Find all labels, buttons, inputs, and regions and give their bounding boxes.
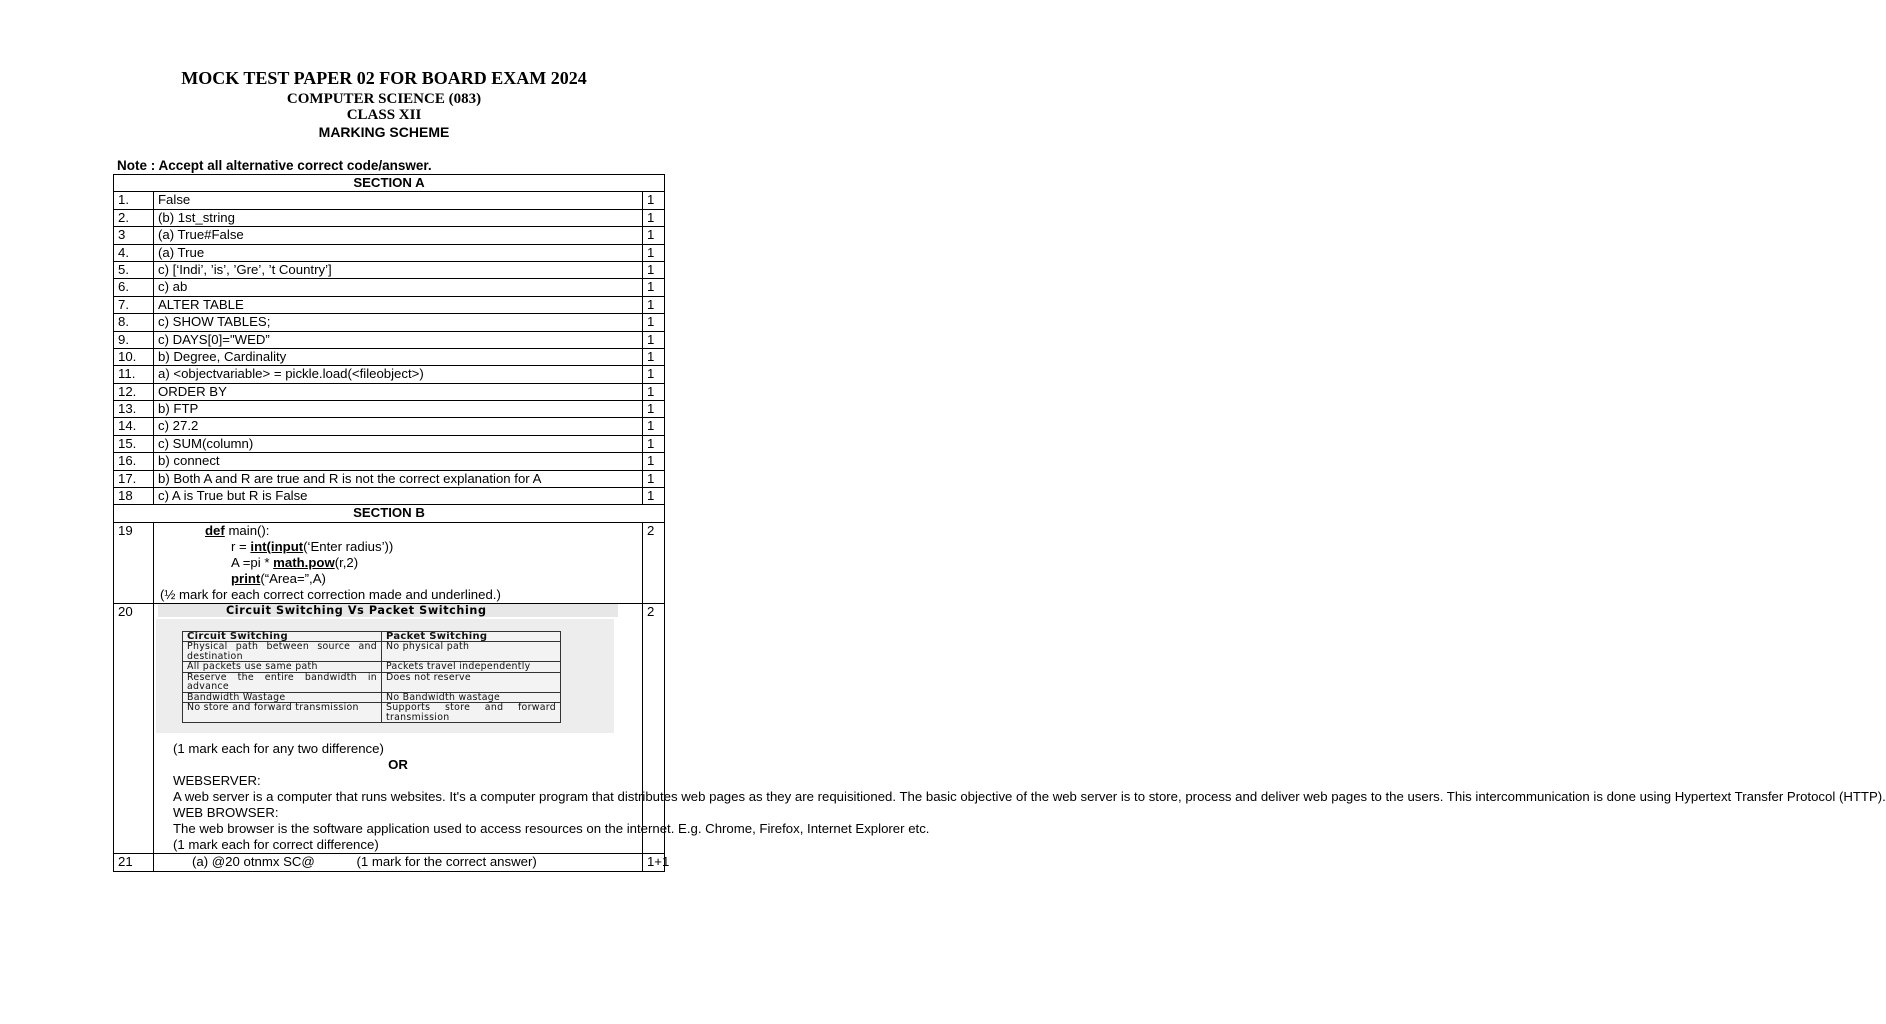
answer-text: (a) True#False [154,227,643,244]
marks: 1 [642,383,664,400]
marks: 1 [642,296,664,313]
answer-text: c) [‘Indi’, ’is’, ’Gre’, ’t Country’] [154,261,643,278]
question-number: 9. [114,331,154,348]
answer-text: c) SUM(column) [154,435,643,452]
question-number: 14. [114,418,154,435]
marks: 1 [642,261,664,278]
comparison-header: Circuit Switching [183,631,382,642]
comparison-header: Packet Switching [382,631,561,642]
comparison-cell: Packets travel independently [382,662,561,673]
answer-text: ORDER BY [154,383,643,400]
comparison-cell: Reserve the entire bandwidth in advance [183,672,382,692]
question-number: 21 [114,854,154,871]
code-line-1 [158,523,638,539]
question-number: 19 [114,522,154,603]
correction-print: print [231,570,261,586]
table-row [114,331,665,348]
answer-text: (a) True [154,244,643,261]
marks: 2 [642,603,664,854]
marks: 1 [642,418,664,435]
code-text: r = [231,538,251,554]
question-number: 17. [114,470,154,487]
comparison-row [183,703,561,723]
question-number: 12. [114,383,154,400]
table-row [114,401,665,418]
question-number: 5. [114,261,154,278]
answer-q21 [154,854,643,871]
comparison-cell: No store and forward transmission [183,703,382,723]
answer-text: b) connect [154,453,643,470]
comparison-cell: Bandwidth Wastage [183,692,382,703]
table-row [114,488,665,505]
table-row [114,261,665,278]
code-text: (‘Enter radius’)) [303,538,394,554]
section-b-header-row [114,505,665,522]
question-number: 20 [114,603,154,854]
code-text: (“Area=”,A) [260,570,326,586]
browser-definition: The web browser is the software application used to access resources on the internet. E.g. Chrome, Firefox, Internet Explorer etc. [173,821,930,837]
marks: 1 [642,314,664,331]
answer-text: b) Degree, Cardinality [154,348,643,365]
question-number: 1. [114,192,154,209]
class-title: CLASS XII [346,107,422,123]
comparison-cell: No Bandwidth wastage [382,692,561,703]
table-row [114,418,665,435]
question-number: 3 [114,227,154,244]
subject-title: COMPUTER SCIENCE (083) [286,91,482,107]
table-row [114,227,665,244]
answer-text: c) DAYS[0]="WED” [154,331,643,348]
answer-q19 [154,522,643,603]
table-row [114,209,665,226]
code-text: (r,2) [334,554,359,570]
table-row-q19 [114,522,665,603]
correction-def: def [205,522,225,538]
marks: 2 [642,522,664,603]
note-text: Note : Accept all alternative correct code/answer. [117,158,432,173]
marks: 1 [642,470,664,487]
marks: 1 [642,244,664,261]
mark-note: (½ mark for each correct correction made and underlined.) [160,586,501,602]
comparison-cell: All packets use same path [183,662,382,673]
question-number: 2. [114,209,154,226]
answer-text: (b) 1st_string [154,209,643,226]
browser-heading: WEB BROWSER: [173,805,279,821]
question-number: 11. [114,366,154,383]
comparison-row [183,692,561,703]
code-text: main(): [224,522,270,538]
answer-text: False [154,192,643,209]
marks: 1+1 [642,854,664,871]
marks: 1 [642,453,664,470]
table-row [114,383,665,400]
code-text: A =pi * [231,554,274,570]
table-row [114,470,665,487]
code-line-2 [158,539,638,555]
marking-scheme-table [113,174,1886,872]
section-a-label: SECTION A [114,175,665,192]
answer-text: ALTER TABLE [154,296,643,313]
table-row [114,366,665,383]
table-row [114,348,665,365]
correction-math-pow: math.pow [273,554,335,570]
comparison-cell: Physical path between source and destination [183,642,382,662]
difference-note: (1 mark each for correct difference) [173,837,379,853]
table-row-q20 [114,603,665,854]
table-row [114,244,665,261]
question-number: 7. [114,296,154,313]
section-b-label: SECTION B [114,505,665,522]
table-row [114,296,665,313]
comparison-cell: Supports store and forward transmission [382,703,561,723]
marks: 1 [642,488,664,505]
answer-text: c) 27.2 [154,418,643,435]
answer-mark-note: (1 mark for the correct answer) [356,854,537,870]
mark-note: (1 mark each for any two difference) [173,741,384,757]
answer-text: b) FTP [154,401,643,418]
question-number: 10. [114,348,154,365]
marks: 1 [642,227,664,244]
answer-text: c) SHOW TABLES; [154,314,643,331]
marks: 1 [642,348,664,365]
paper-title: MOCK TEST PAPER 02 FOR BOARD EXAM 2024 [181,68,587,88]
marks: 1 [642,331,664,348]
comparison-cell: Does not reserve [382,672,561,692]
comparison-image [158,604,638,742]
question-number: 8. [114,314,154,331]
answer-text: (a) @20 otnmx SC@ [192,854,315,870]
comparison-row [183,672,561,692]
comparison-cell: No physical path [382,642,561,662]
table-row-q21 [114,854,665,871]
question-number: 4. [114,244,154,261]
marks: 1 [642,279,664,296]
comparison-header-row [183,631,561,642]
answer-q20 [154,603,1886,854]
marks: 1 [642,366,664,383]
answer-text: c) ab [154,279,643,296]
comparison-image-body [156,619,614,734]
marks: 1 [642,192,664,209]
scheme-title: MARKING SCHEME [318,124,450,140]
or-separator: OR [388,757,408,773]
table-row [114,453,665,470]
table-row [114,192,665,209]
code-line-4 [158,571,638,587]
comparison-table [182,631,561,724]
comparison-image-title: Circuit Switching Vs Packet Switching [158,604,618,617]
marks: 1 [642,209,664,226]
question-number: 13. [114,401,154,418]
section-a-header-row [114,175,665,192]
question-number: 15. [114,435,154,452]
table-row [114,314,665,331]
table-row [114,279,665,296]
marks: 1 [642,401,664,418]
code-line-3 [158,555,638,571]
answer-text: a) <objectvariable> = pickle.load(<fileobject>) [154,366,643,383]
correction-int-input: int(input [250,538,304,554]
answer-text: c) A is True but R is False [154,488,643,505]
webserver-definition: A web server is a computer that runs websites. It's a computer program that distributes web pages as they are requisitioned. The basic objective of the web server is to store, process and deliver web pages to the users. This intercommunication is done using Hypertext Transfer Protocol (HTTP). [173,789,1886,805]
question-number: 16. [114,453,154,470]
question-number: 18 [114,488,154,505]
question-number: 6. [114,279,154,296]
answer-text: b) Both A and R are true and R is not the correct explanation for A [154,470,643,487]
comparison-row [183,642,561,662]
marks: 1 [642,435,664,452]
comparison-row [183,662,561,673]
webserver-heading: WEBSERVER: [173,773,261,789]
table-row [114,435,665,452]
